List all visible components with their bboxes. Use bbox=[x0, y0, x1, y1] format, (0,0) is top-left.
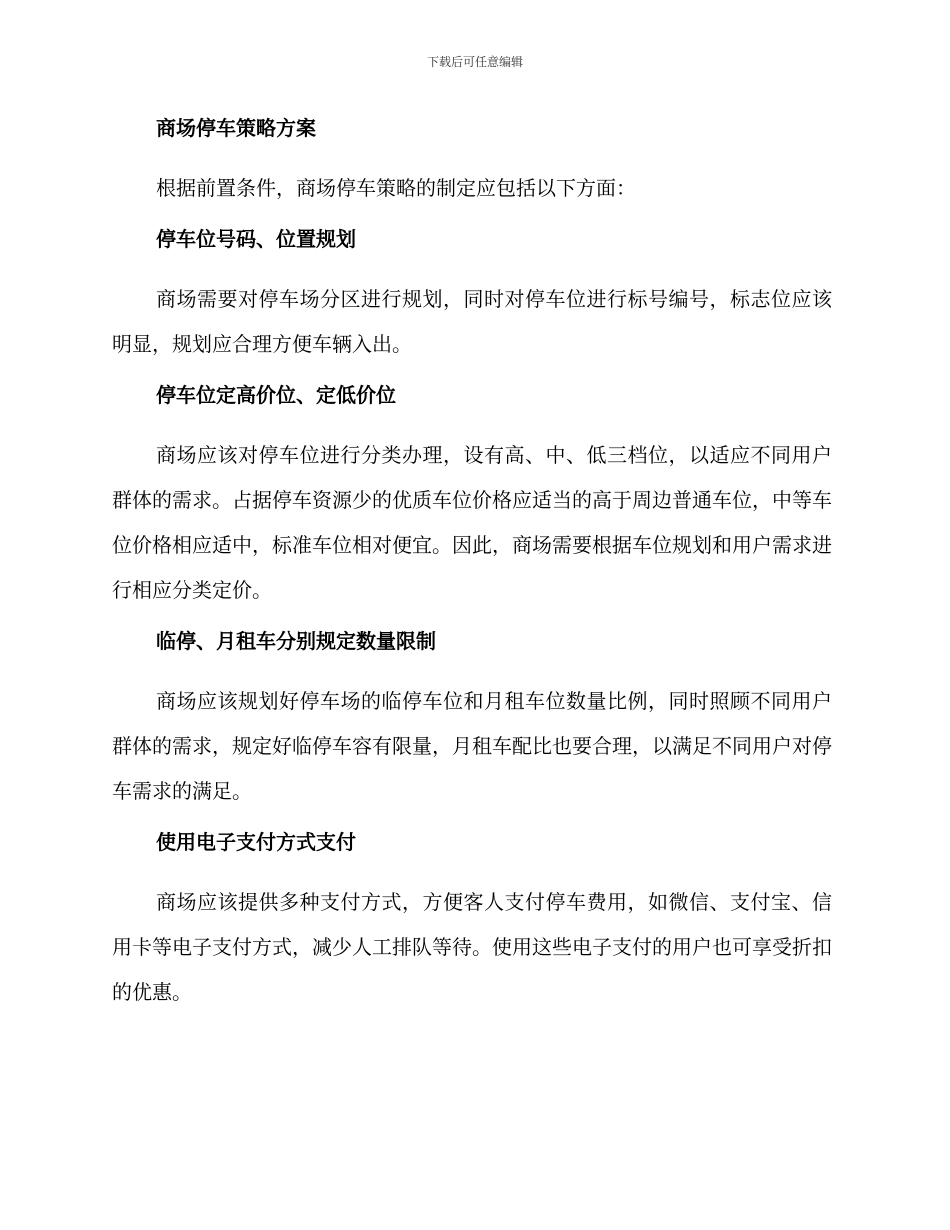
section-body-quota: 商场应该规划好停车场的临停车位和月租车位数量比例，同时照顾不同用户群体的需求，规定好临停车容有限量，月租车配比也要合理，以满足不同用户对停车需求的满足。 bbox=[112, 689, 832, 803]
section-heading-quota: 临停、月租车分别规定数量限制 bbox=[156, 629, 436, 653]
section-body-payment: 商场应该提供多种支付方式，方便客人支付停车费用，如微信、支付宝、信用卡等电子支付方式，减少人工排队等待。使用这些电子支付的用户也可享受折扣的优惠。 bbox=[112, 890, 832, 1004]
page-header-note: 下载后可任意编辑 bbox=[426, 55, 523, 69]
intro-paragraph: 根据前置条件，商场停车策略的制定应包括以下方面： bbox=[156, 176, 636, 200]
section-body-pricing: 商场应该对停车位进行分类办理，设有高、中、低三档位，以适应不同用户群体的需求。占据停车资源少的优质车位价格应适当的高于周边普通车位，中等车位价格相应适中，标准车位相对便宜。因此，商场需要根据车位规划和用户需求进行相应分类定价。 bbox=[112, 443, 832, 602]
section-heading-pricing: 停车位定高价位、定低价位 bbox=[156, 383, 396, 407]
document-title: 商场停车策略方案 bbox=[156, 116, 316, 140]
section-heading-parking-numbering: 停车位号码、位置规划 bbox=[156, 227, 356, 251]
section-heading-payment: 使用电子支付方式支付 bbox=[156, 830, 356, 854]
section-body-parking-numbering: 商场需要对停车场分区进行规划，同时对停车位进行标号编号，标志位应该明显，规划应合理方便车辆入出。 bbox=[112, 287, 832, 356]
document-body bbox=[112, 110, 832, 1025]
